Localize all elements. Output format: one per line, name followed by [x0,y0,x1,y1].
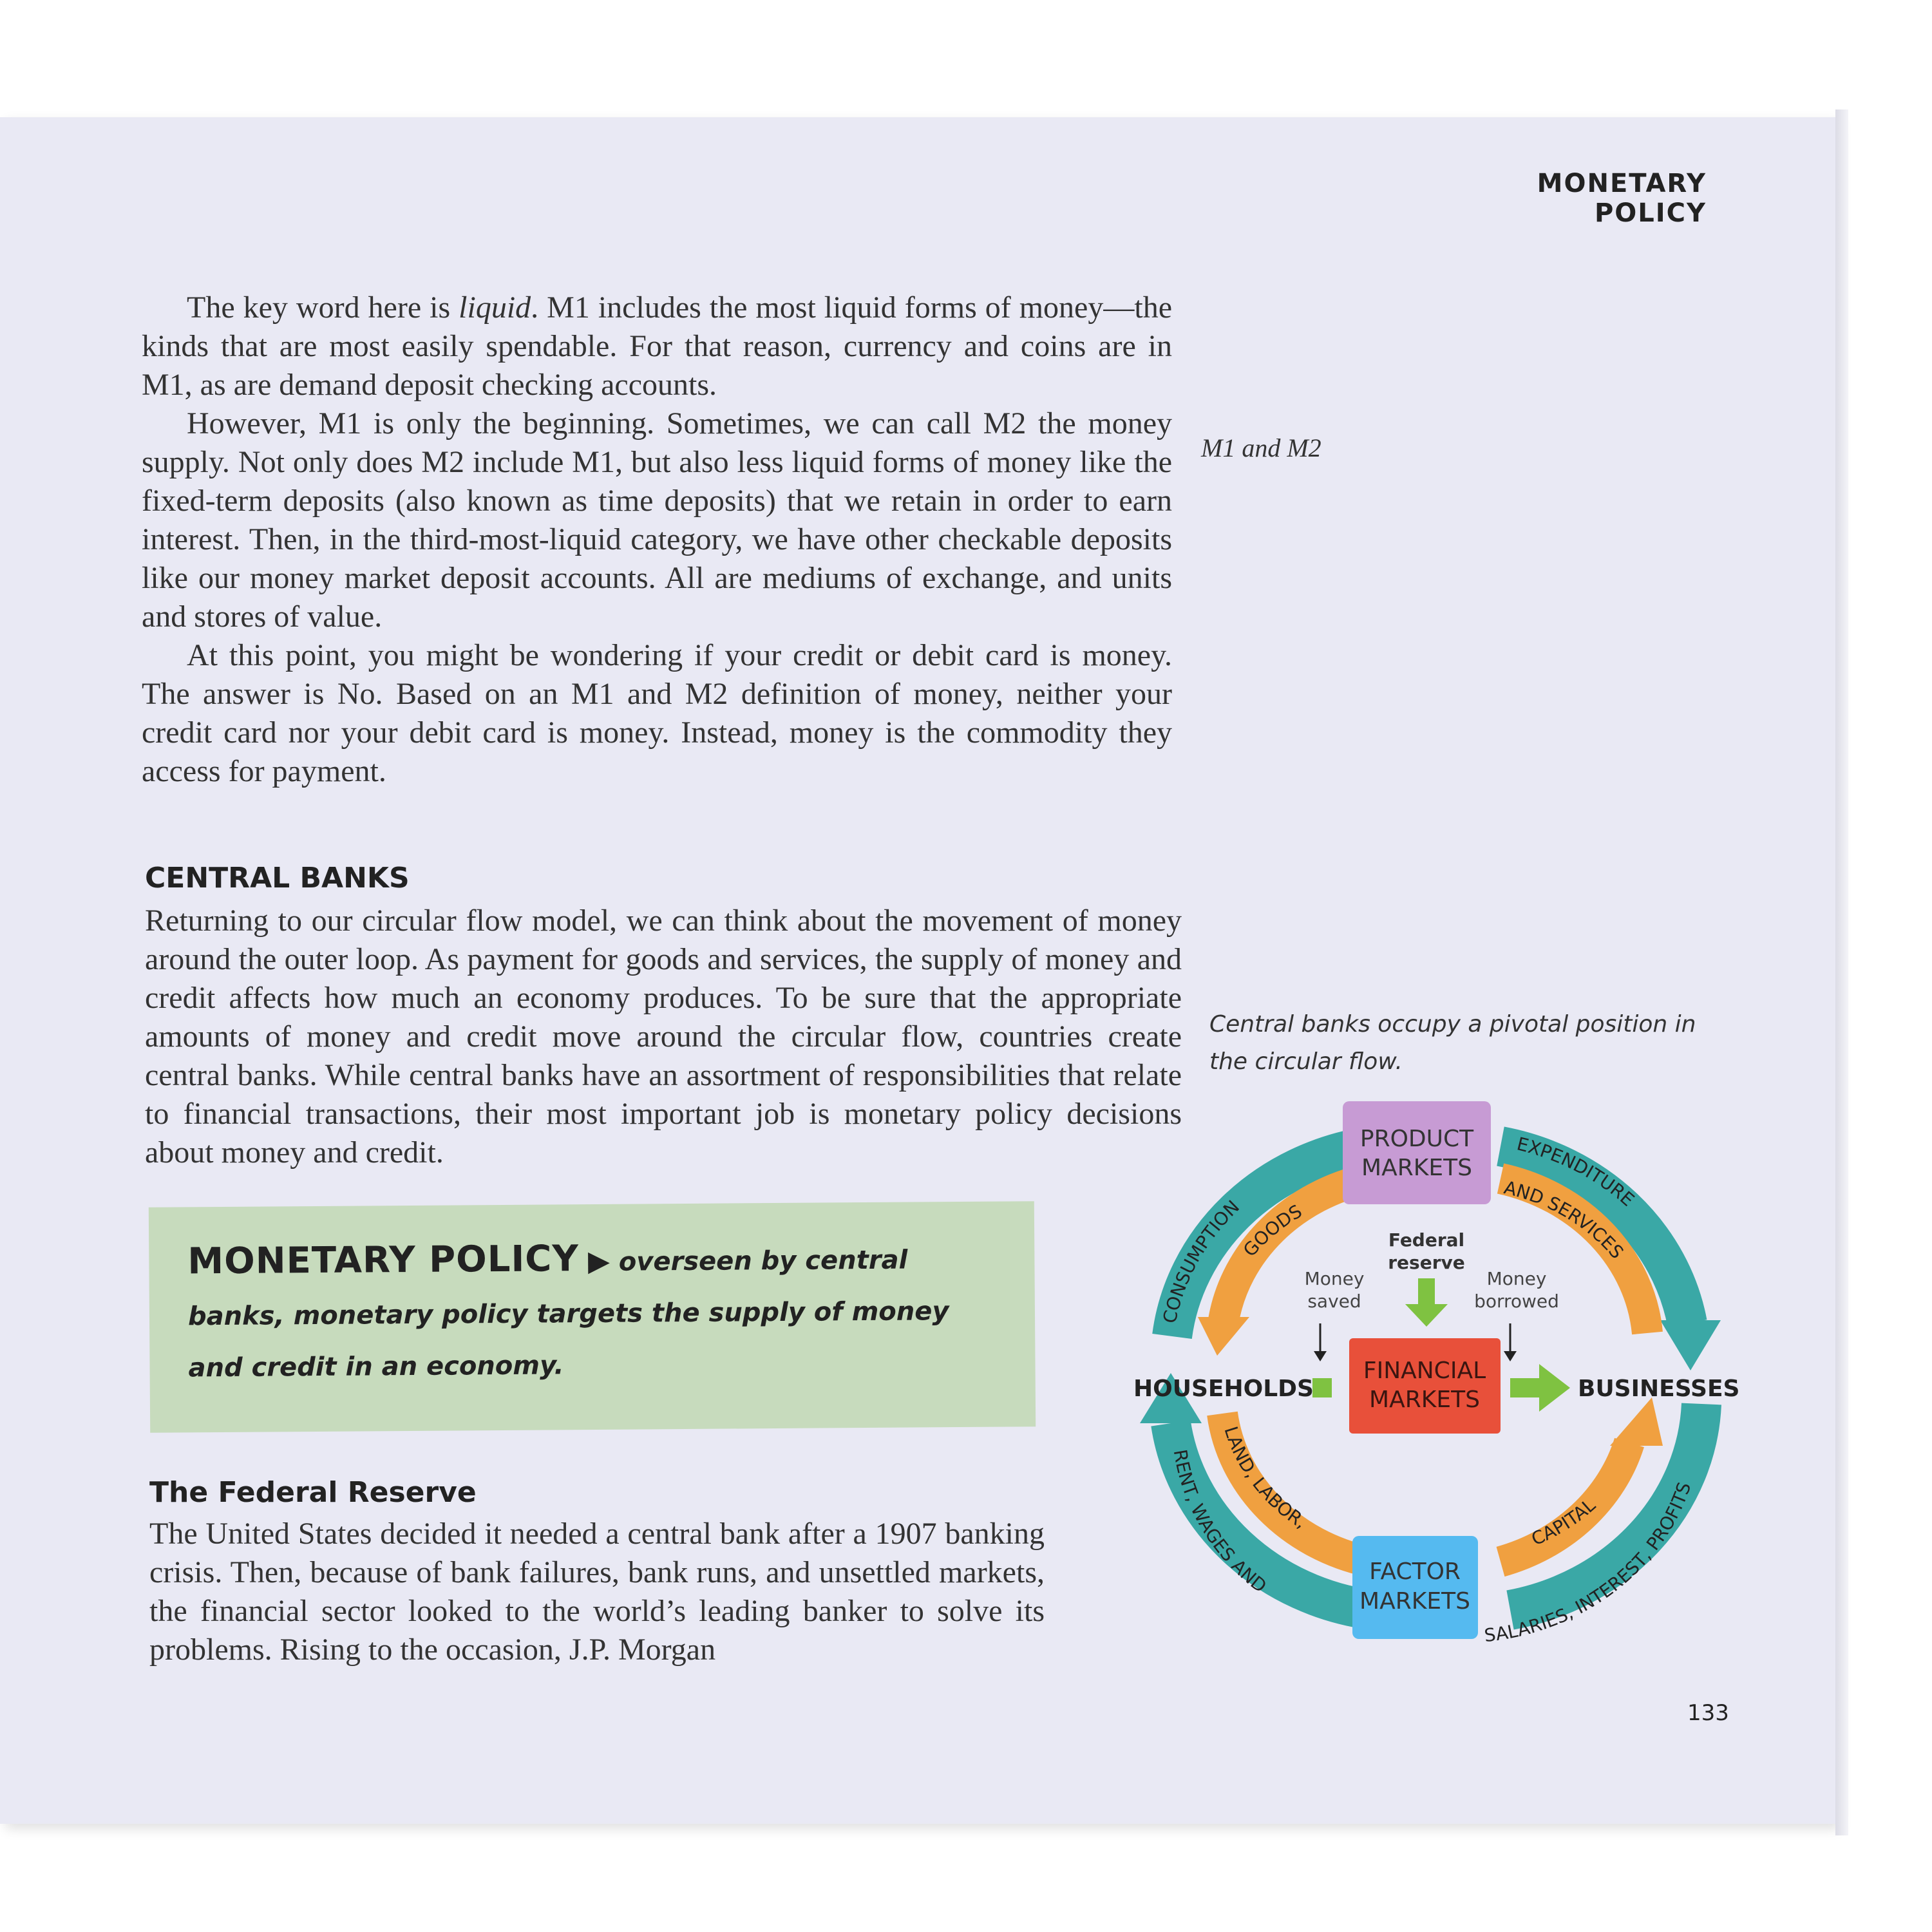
intro-text [142,289,1172,791]
money-saved-arrow-head [1314,1351,1327,1361]
central-banks-heading: CENTRAL BANKS [145,862,410,895]
money-borrowed-line1: Money [1486,1268,1547,1289]
product-markets-box [1343,1101,1491,1204]
play-triangle-icon: ▶ [587,1244,610,1278]
label-and-services: AND SERVICES [1502,1177,1628,1263]
running-head: MONETARY POLICY [1537,169,1707,228]
federal-reserve-line1: Federal [1388,1229,1465,1251]
central-banks-text: Returning to our circular flow model, we can think about the movement of money around the outer loop. As payment for goods and services, the supply of money and credit affects how much an economy produces. To be sure that the appropriate amounts of money and credit move around the circular flow, countries create central banks. While central banks have an assortment of responsibilities that relate to financial transactions, their most important job is monetary policy decisions about money and credit. [145,904,1182,1170]
factor-markets-line2: MARKETS [1359,1588,1470,1615]
paragraph-credit-card: At this point, you might be wondering if your credit or debit card is money. The answer is No. Based on an M1 and M2 definition of money, neither your credit card nor your debit card is money. Instead, money is the commodity they access for payment. [142,638,1172,788]
households-label: HOUSEHOLDS [1133,1376,1314,1402]
federal-reserve-line2: reserve [1388,1252,1465,1273]
financial-markets-line1: FINANCIAL [1363,1358,1486,1384]
money-borrowed-arrow-head [1504,1351,1517,1361]
households-green-square [1312,1378,1332,1397]
federal-reserve-heading: The Federal Reserve [149,1476,477,1509]
paragraph-liquid: The key word here is liquid. M1 includes the most liquid forms of money—the kinds that are most easily spendable. For that reason, currency and coins are in M1, as are demand deposit checking accounts. [142,290,1173,402]
product-markets-line2: MARKETS [1361,1155,1472,1181]
factor-markets-line1: FACTOR [1369,1558,1461,1585]
arrow-to-businesses [1660,1320,1721,1370]
diagram-caption: Central banks occupy a pivotal position in the circular flow. [1209,1011,1696,1075]
definition-box [149,1201,1036,1433]
label-expenditure: EXPENDITURE [1515,1133,1639,1211]
businesses-label: BUSINESSES [1578,1376,1740,1402]
label-capital: CAPITAL [1528,1494,1600,1550]
page-edge [1835,109,1848,1835]
arrow-goods-to-households [1198,1317,1249,1356]
federal-reserve-text: The United States decided it needed a central bank after a 1907 banking crisis. Then, because of bank failures, bank runs, and unsettled markets, the financial sector looked to the world’s leading banker to solve its problems. Rising to the occasion, J.P. Morgan [149,1517,1045,1667]
factor-markets-box [1352,1536,1478,1639]
definition-text: overseen by central banks, monetary policy targets the supply of money and credit in an economy. [187,1245,949,1383]
financial-to-businesses-arrow [1510,1364,1570,1412]
label-rent-wages: RENT, WAGES AND [1169,1448,1271,1597]
financial-markets-line2: MARKETS [1369,1387,1480,1413]
money-saved-line1: Money [1304,1268,1365,1289]
emphasis-liquid: liquid [459,290,531,325]
label-salaries-interest-profits: SALARIES, INTEREST, PROFITS [1482,1479,1696,1647]
federal-reserve-arrow [1405,1278,1448,1327]
label-goods: GOODS [1238,1200,1306,1261]
financial-markets-box [1349,1338,1501,1434]
label-consumption: CONSUMPTION [1159,1196,1244,1325]
arrow-capital-to-businesses [1610,1397,1663,1446]
definition-term: MONETARY POLICY [187,1238,580,1283]
money-saved-line2: saved [1307,1291,1361,1312]
label-land-labor: LAND, LABOR, [1220,1423,1311,1533]
product-markets-line1: PRODUCT [1359,1126,1474,1152]
page-number: 133 [1687,1700,1729,1726]
paragraph-m2: However, M1 is only the beginning. Sometimes, we can call M2 the money supply. Not only does M2 include M1, but also less liquid forms of money like the fixed-term deposits (also known as time deposits) that we retain in order to earn interest. Then, in the third-most-liquid category, we have other checkable deposits like our money market deposit accounts. All are mediums of exchange, and units and stores of value. [142,406,1172,634]
circular-flow-diagram [1108,1095,1765,1662]
money-borrowed-line2: borrowed [1474,1291,1559,1312]
margin-note-m1-m2: M1 and M2 [1201,433,1321,462]
